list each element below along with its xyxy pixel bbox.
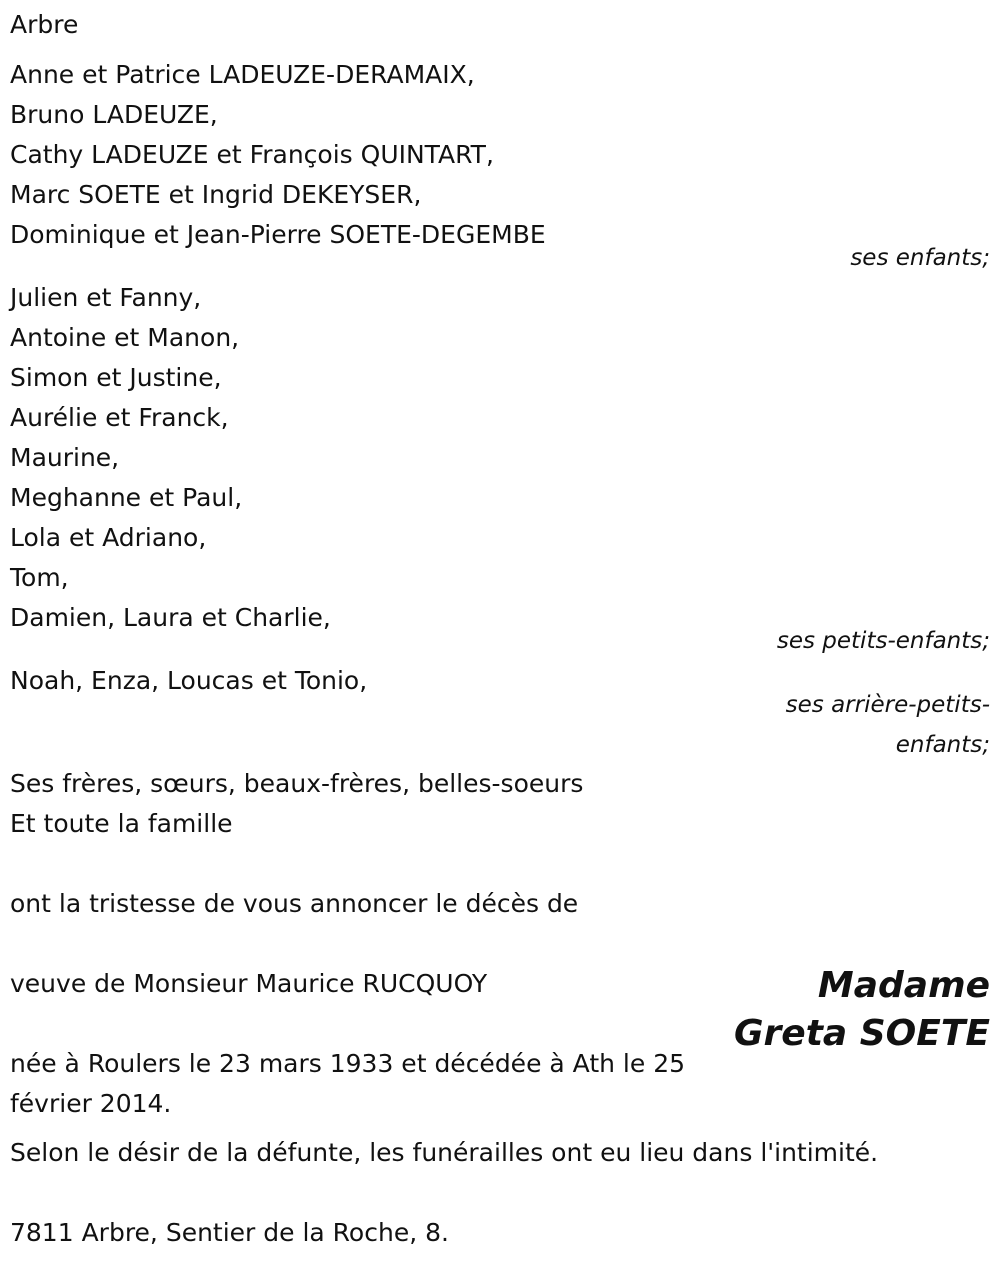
- deceased-title: Madame: [817, 965, 990, 1006]
- children-label: ses enfants;: [850, 245, 990, 271]
- child-line: Anne et Patrice LADEUZE-DERAMAIX,: [10, 60, 475, 89]
- address: 7811 Arbre, Sentier de la Roche, 8.: [10, 1218, 449, 1247]
- funeral-note: Selon le désir de la défunte, les funérailles ont eu lieu dans l'intimité.: [10, 1138, 879, 1167]
- child-line: Bruno LADEUZE,: [10, 100, 218, 129]
- child-line: Dominique et Jean-Pierre SOETE-DEGEMBE: [10, 220, 546, 249]
- birth-death-line: février 2014.: [10, 1089, 172, 1118]
- grandchildren-label: ses petits-enfants;: [776, 628, 990, 654]
- grandchild-line: Maurine,: [10, 443, 120, 472]
- grandchild-line: Simon et Justine,: [10, 363, 222, 392]
- great-grandchildren-label: enfants;: [895, 732, 990, 758]
- widow-of: veuve de Monsieur Maurice RUCQUOY: [10, 969, 488, 998]
- family-line: Et toute la famille: [10, 809, 233, 838]
- grandchild-line: Damien, Laura et Charlie,: [10, 603, 331, 632]
- grandchild-line: Aurélie et Franck,: [10, 403, 229, 432]
- deceased-name: [734, 962, 990, 1058]
- birth-death-line: née à Roulers le 23 mars 1933 et décédée à Ath le 25: [10, 1049, 685, 1078]
- location-header: Arbre: [10, 10, 79, 39]
- announcement: ont la tristesse de vous annoncer le décès de: [10, 889, 579, 918]
- child-line: Marc SOETE et Ingrid DEKEYSER,: [10, 180, 422, 209]
- grandchild-line: Meghanne et Paul,: [10, 483, 243, 512]
- family-line: Ses frères, sœurs, beaux-frères, belles-soeurs: [10, 769, 584, 798]
- great-grandchildren-label: ses arrière-petits-: [785, 692, 990, 718]
- deceased-fullname: Greta SOETE: [733, 1013, 990, 1054]
- child-line: Cathy LADEUZE et François QUINTART,: [10, 140, 494, 169]
- grandchild-line: Julien et Fanny,: [10, 283, 202, 312]
- great-grandchild-line: Noah, Enza, Loucas et Tonio,: [10, 666, 368, 695]
- grandchild-line: Antoine et Manon,: [10, 323, 240, 352]
- grandchild-line: Lola et Adriano,: [10, 523, 207, 552]
- grandchild-line: Tom,: [10, 563, 69, 592]
